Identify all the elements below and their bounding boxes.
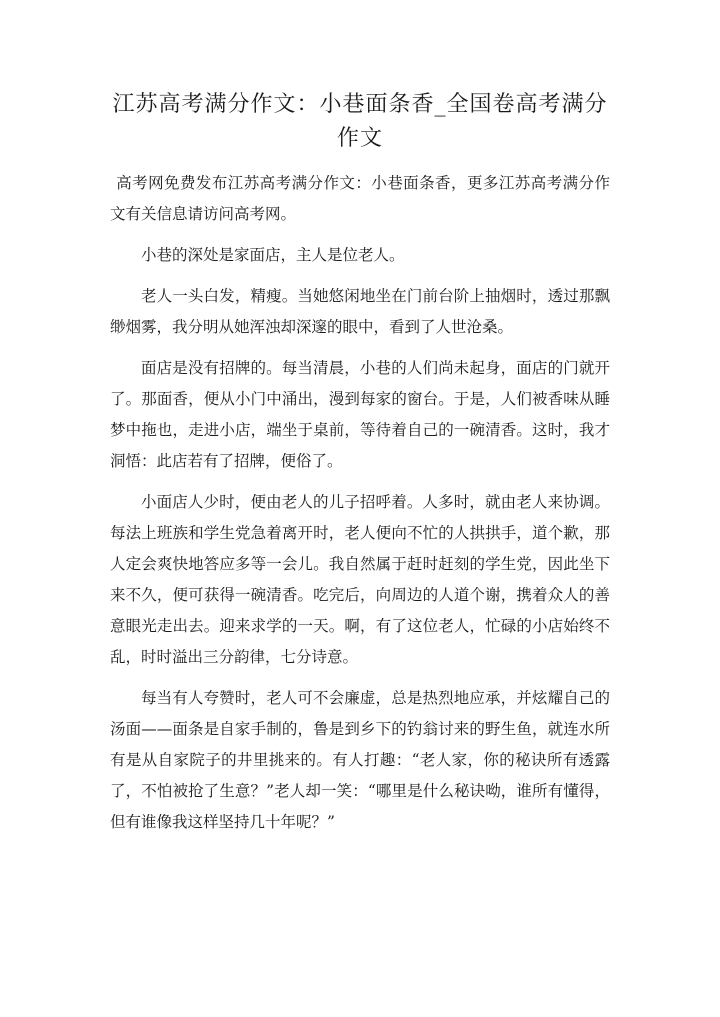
body-paragraph-3: 面店是没有招牌的。每当清晨，小巷的人们尚未起身，面店的门就开了。那面香，便从小门中涌出，漫到每家的窗台。于是，人们被香味从睡梦中拖也，走进小店，端坐于桌前，等待着自己的一碗清香。这时，我才洞悟：此店若有了招牌，便俗了。 [110,359,610,470]
body-paragraph-1: 小巷的深处是家面店，主人是位老人。 [141,246,405,264]
intro-paragraph: 高考网免费发布江苏高考满分作文：小巷面条香，更多江苏高考满分作文有关信息请访问高考网。 [110,174,610,223]
body-paragraph-4: 小面店人少时，便由老人的儿子招呼着。人多时，就由老人来协调。每法上班族和学生党急着离开时，老人便向不忙的人拱拱手，道个歉，那人定会爽快地答应多等一会儿。我自然属于赶时赶刻的学生党，因此坐下来不久，便可获得一碗清香。吃完后，向周边的人道个谢，携着众人的善意眼光走出去。迎来求学的一天。啊，有了这位老人，忙碌的小店始终不乱，时时溢出三分韵律，七分诗意。 [110,493,610,666]
body-paragraph-5: 每当有人夸赞时，老人可不会廉虚，总是热烈地应承，并炫耀自己的汤面——面条是自家手制的，鲁是到乡下的钓翁讨来的野生鱼，就连水所有是从自家院子的井里挑来的。有人打趣：“老人家，你的秘诀所有透露了，不怕被抢了生意？”老人却一笑：“哪里是什么秘诀呦，谁所有懂得，但有谁像我这样坚持几十年呢？” [110,689,610,831]
body-paragraph-2: 老人一头白发，精瘦。当她悠闲地坐在门前台阶上抽烟时，透过那飘缈烟雾，我分明从她浑浊却深邃的眼中，看到了人世沧桑。 [110,287,610,336]
document-title: 江苏高考满分作文：小巷面条香_全国卷高考满分作文 [112,92,608,151]
